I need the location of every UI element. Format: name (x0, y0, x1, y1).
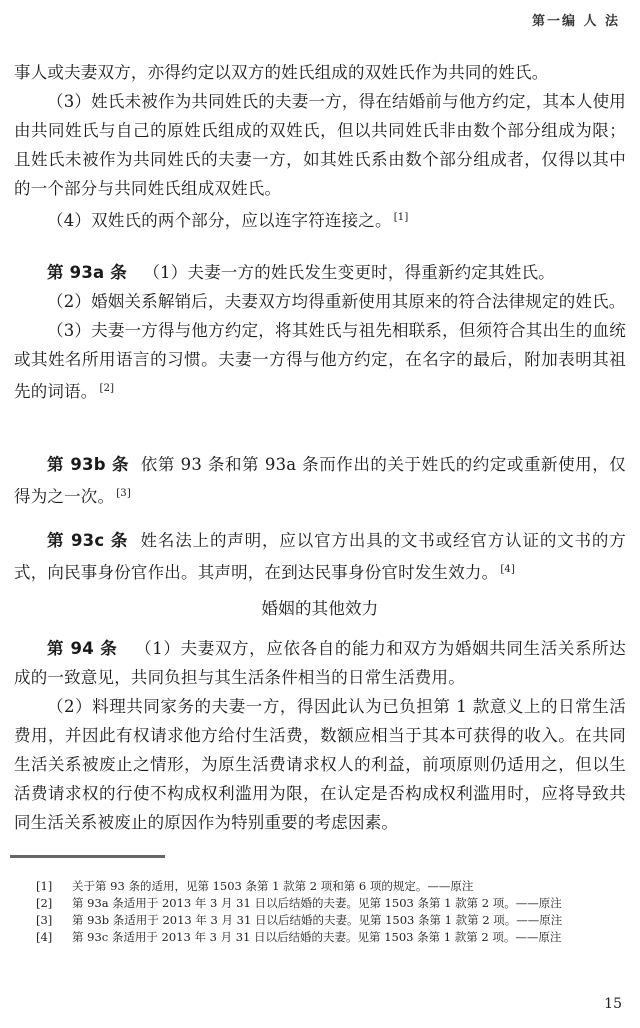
article-number: 第 94 条 (47, 639, 118, 658)
footnote-text: 关于第 93 条的适用，见第 1503 条第 1 款第 2 项和第 6 项的规定。——原注 (72, 879, 474, 893)
paragraph-text: （1）夫妻一方的姓氏发生变更时，得重新约定其姓氏。 (143, 263, 555, 282)
paragraph-93a-3 (14, 316, 626, 406)
body-block-1 (14, 58, 626, 235)
footnote-number: [4] (36, 930, 53, 944)
paragraph-93-3 (14, 87, 626, 203)
paragraph-text: 姓名法上的声明，应以官方出具的文书或经官方认证的文书的方式，向民事身份官作出。其声明，在到达民事身份官时发生效力。 (14, 531, 626, 582)
paragraph-text: （3）夫妻一方得与他方约定，将其姓氏与祖先相联系，但须符合其出生的血统或其姓名所用语言的习惯。夫妻一方得与他方约定，在名字的最后，附加表明其祖先的词语。 (14, 321, 626, 401)
footnote-text: 第 93b 条适用于 2013 年 3 月 31 日以后结婚的夫妻。见第 1503 条第 1 款第 2 项。——原注 (72, 913, 563, 927)
paragraph-text: （1）夫妻双方，应依各自的能力和双方为婚姻共同生活关系所达成的一致意见，共同负担与其生活条件相当的日常生活费用。 (14, 639, 626, 687)
paragraph-text: （2）料理共同家务的夫妻一方，得因此认为已负担第 1 款意义上的日常生活费用，并因此有权请求他方给付生活费，数额应相当于其本可获得的收入。在共同生活关系被废止之情形，为原生活费请求权人的利益，前项原则仍适用之，但以生活费请求权的行使不构成权利滥用为限，在认定是否构成权利滥用时，应将导致共同生活关系被废止的原因作为特别重要的考虑因素。 (14, 697, 626, 832)
article-93c (14, 526, 626, 587)
paragraph-text: （2）婚姻关系解销后，夫妻双方均得重新使用其原来的符合法律规定的姓氏。 (47, 292, 626, 311)
paragraph-93b (14, 450, 626, 511)
paragraph-text: 依第 93 条和第 93a 条而作出的关于姓氏的约定或重新使用，仅得为之一次。 (14, 455, 626, 506)
paragraph-93-4 (14, 203, 626, 235)
article-93b (14, 450, 626, 511)
footnote-text: 第 93c 条适用于 2013 年 3 月 31 日以后结婚的夫妻。见第 1503 条第 1 款第 2 项。——原注 (72, 930, 562, 944)
footnote-ref[interactable]: [1] (393, 212, 409, 223)
footnote-ref[interactable]: [4] (500, 564, 516, 575)
footnote-1 (36, 878, 626, 895)
section-heading-block (14, 594, 626, 623)
paragraph-continuation (14, 58, 626, 87)
footnote-number: [2] (36, 896, 53, 910)
footnote-4 (36, 929, 626, 946)
footnotes (36, 878, 626, 946)
section-title: 婚姻的其他效力 (261, 599, 379, 618)
article-93a (14, 258, 626, 406)
running-head: 第一编 人 法 (531, 14, 620, 29)
footnote-divider (10, 855, 165, 858)
footnote-text: 第 93a 条适用于 2013 年 3 月 31 日以后结婚的夫妻。见第 1503 条第 1 款第 2 项。——原注 (72, 896, 562, 910)
footnote-2 (36, 895, 626, 912)
footnote-ref[interactable]: [3] (116, 488, 131, 499)
paragraph-94-2 (14, 692, 626, 837)
footnote-ref[interactable]: [2] (99, 383, 115, 394)
footnote-number: [3] (36, 913, 53, 927)
footnote-number: [1] (36, 879, 53, 893)
page-number: 15 (604, 996, 622, 1012)
paragraph-94-1 (14, 634, 626, 692)
paragraph-text: 事人或夫妻双方，亦得约定以双方的姓氏组成的双姓氏作为共同的姓氏。 (14, 63, 549, 82)
paragraph-93c (14, 526, 626, 587)
paragraph-text: （4）双姓氏的两个部分，应以连字符连接之。 (47, 211, 392, 230)
article-number: 第 93b 条 (47, 455, 130, 474)
paragraph-text: （3）姓氏未被作为共同姓氏的夫妻一方，得在结婚前与他方约定，其本人使用由共同姓氏与自己的原姓氏组成的双姓氏，但以共同姓氏非由数个部分组成为限；且姓氏未被作为共同姓氏的夫妻一方，如其姓氏系由数个部分组成者，仅得以其中的一个部分与共同姓氏组成双姓氏。 (14, 92, 626, 198)
footnote-3 (36, 912, 626, 929)
paragraph-93a-2 (14, 287, 626, 316)
article-number: 第 93c 条 (47, 531, 129, 550)
article-number: 第 93a 条 (47, 263, 127, 282)
article-94 (14, 634, 626, 837)
paragraph-93a-1 (14, 258, 626, 287)
